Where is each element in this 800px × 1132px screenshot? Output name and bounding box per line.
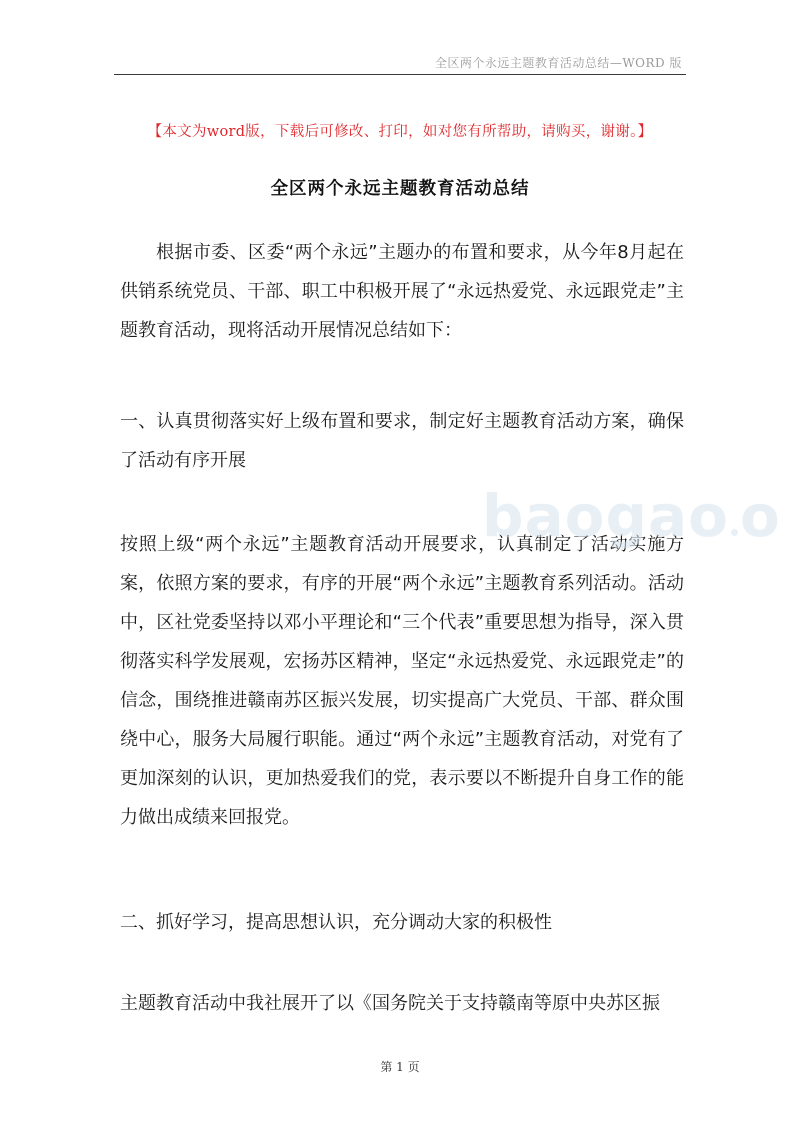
section-2-body: 主题教育活动中我社展开了以《国务院关于支持赣南等原中央苏区振 [120, 993, 660, 1014]
watermark-text: baogao [482, 482, 730, 550]
page-number: 第 1 页 [380, 1060, 420, 1074]
header-divider [114, 74, 686, 75]
watermark-text-tail: o [740, 482, 781, 550]
intro-paragraph: 根据市委、区委“两个永远”主题办的布置和要求，从今年8月起在供销系统党员、干部、职工中积极开展了“永远热爱党、永远跟党走”主题教育活动，现将活动开展情况总结如下： [120, 242, 684, 341]
document-title: 全区两个永远主题教育活动总结 [270, 179, 530, 199]
purchase-notice: 【本文为word版，下载后可修改、打印，如对您有所帮助，请购买，谢谢。】 [147, 124, 653, 140]
running-header: 全区两个永远主题教育活动总结—WORD 版 [434, 56, 682, 70]
section-1-body: 按照上级“两个永远”主题教育活动开展要求，认真制定了活动实施方案，依照方案的要求，有序的开展“两个永远”主题教育系列活动。活动中，区社党委坚持以邓小平理论和“三个代表”重要思想为指导，深入贯彻落实科学发展观，宏扬苏区精神，坚定“永远热爱党、永远跟党走”的信念，围绕推进赣南苏区振兴发展，切实提高广大党员、干部、群众围绕中心，服务大局履行职能。通过“两个永远”主题教育活动，对党有了更加深刻的认识，更加热爱我们的党，表示要以不断提升自身工作的能力做出成绩来回报党。 [120, 534, 684, 828]
watermark-dot [731, 529, 738, 536]
section-1-heading: 一、认真贯彻落实好上级布置和要求，制定好主题教育活动方案，确保了活动有序开展 [120, 411, 684, 471]
section-2-heading: 二、抓好学习，提高思想认识，充分调动大家的积极性 [120, 912, 552, 933]
